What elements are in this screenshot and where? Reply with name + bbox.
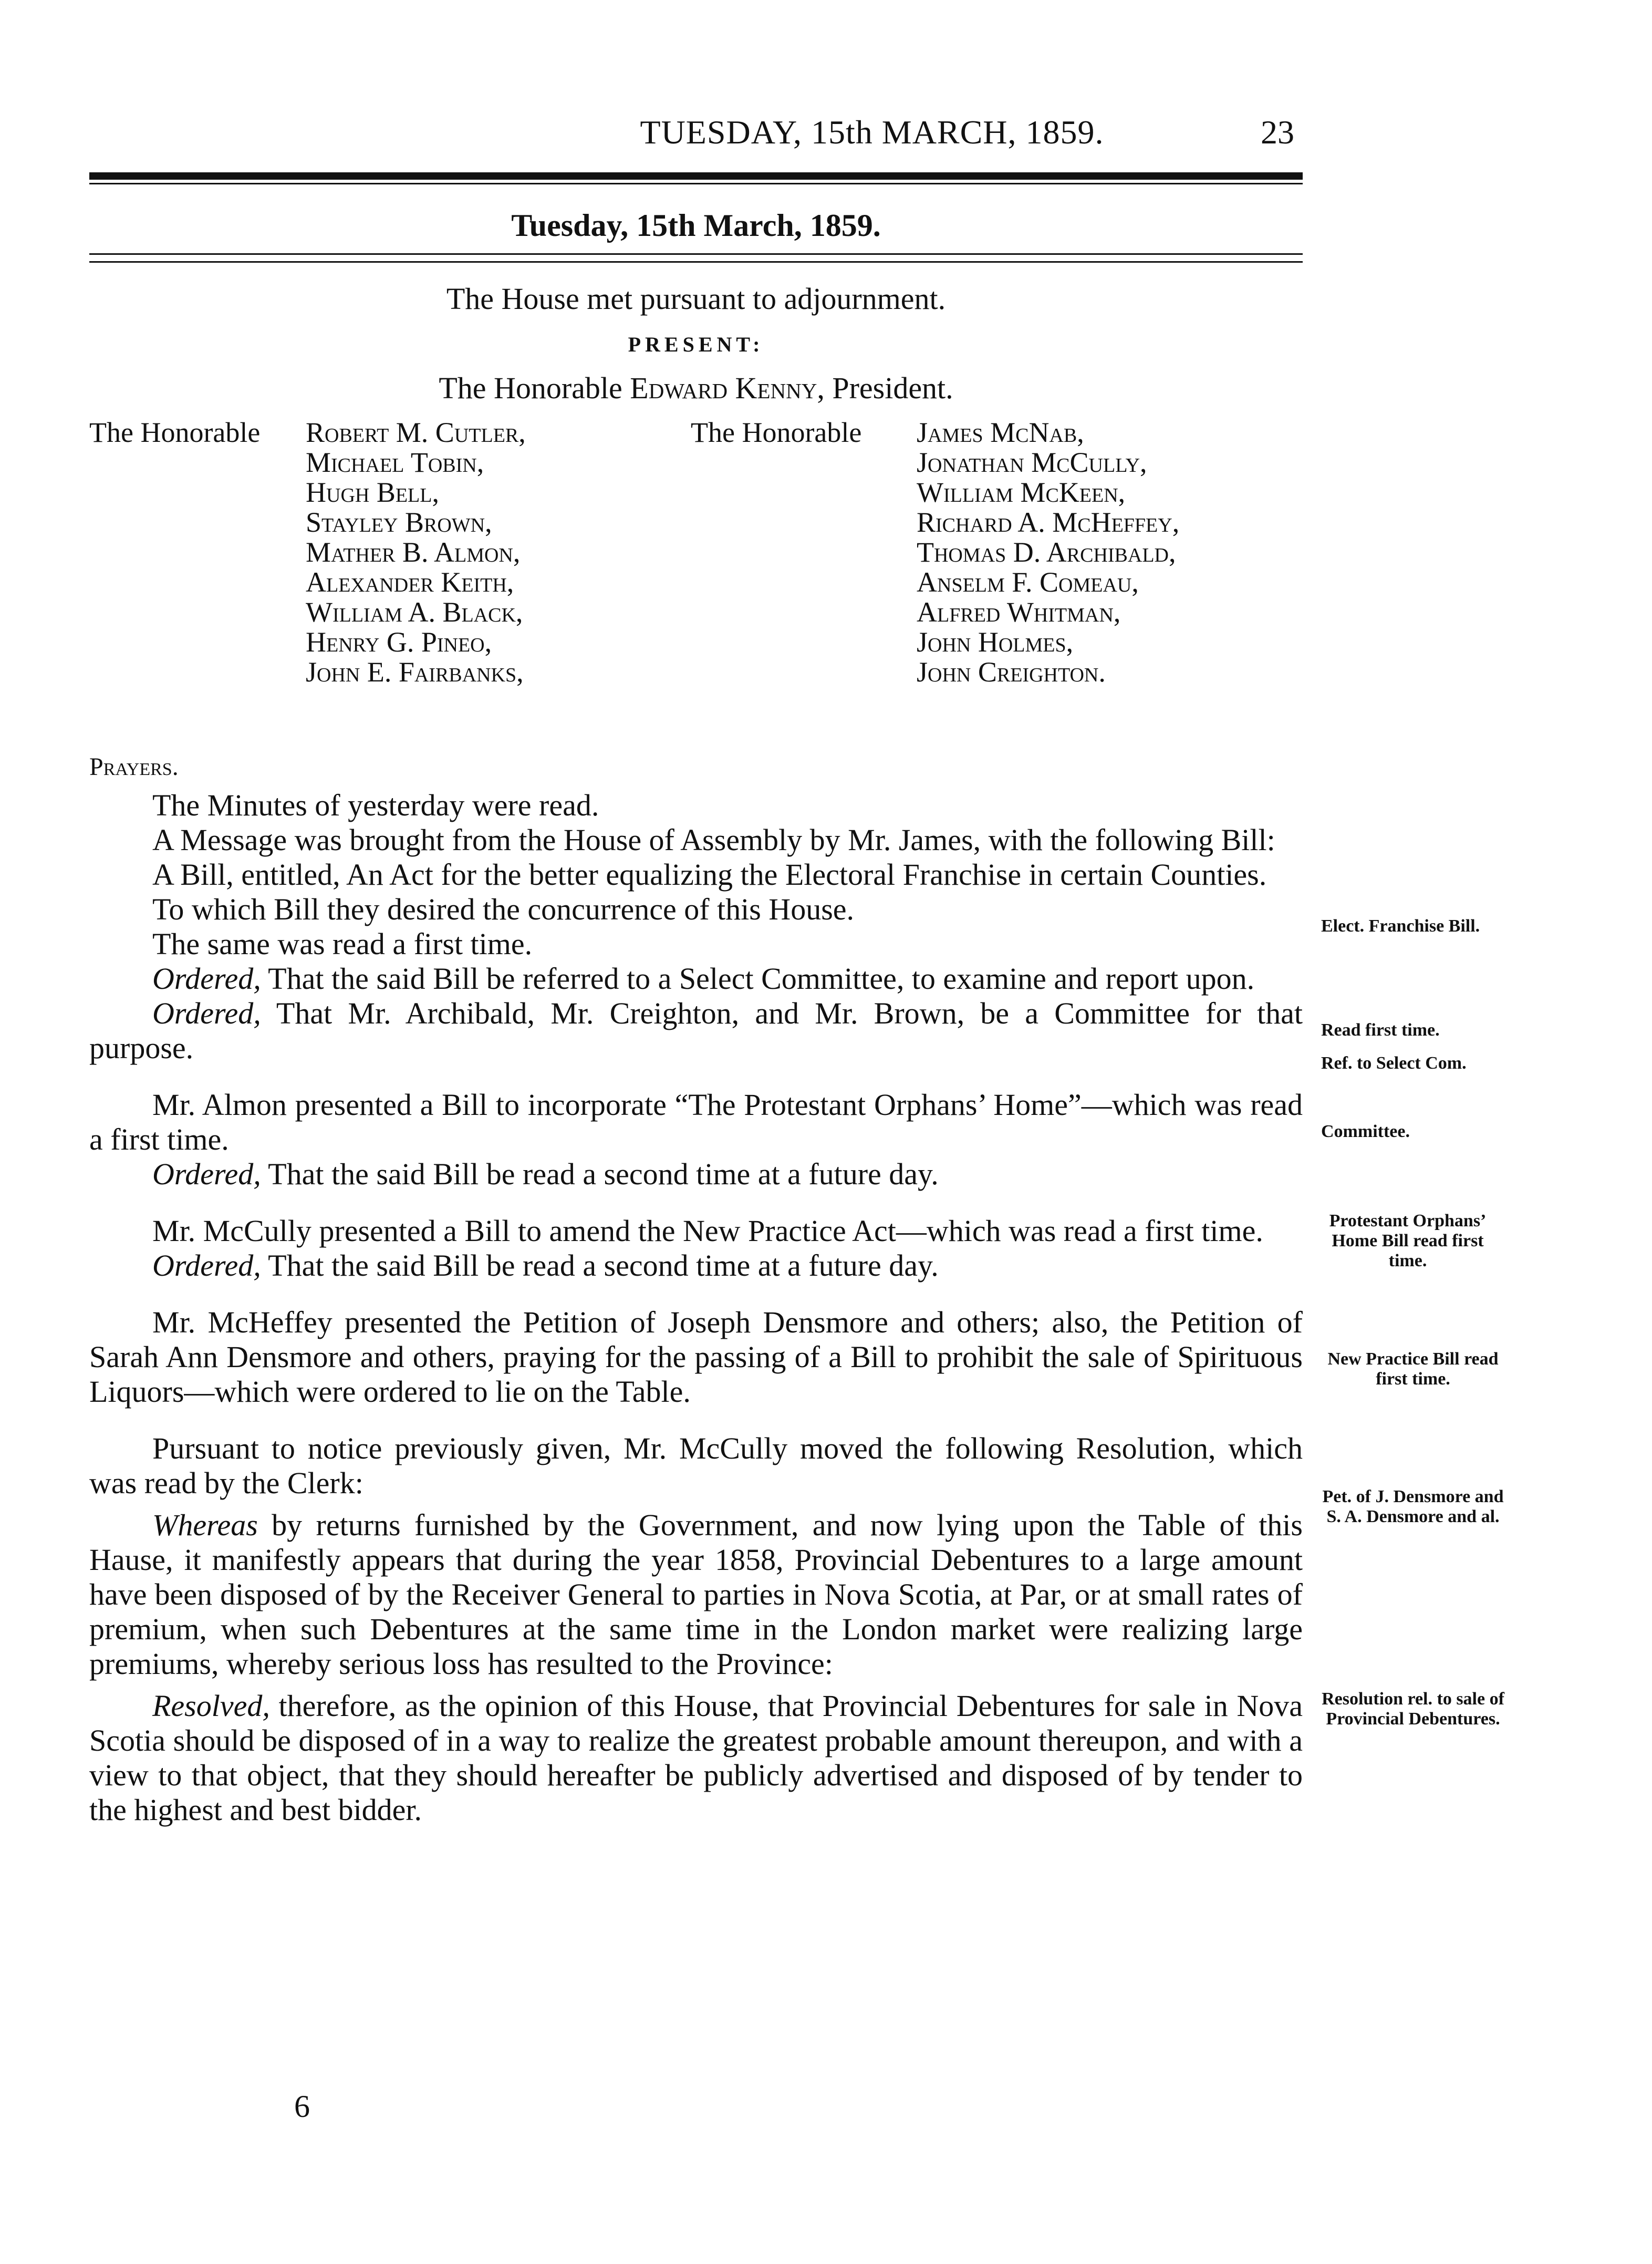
paragraph-pursuant: Pursuant to notice previously given, Mr. McCully moved the following Resolution, which was read by the Clerk: [89, 1431, 1303, 1500]
paragraph-mccully: Mr. McCully presented a Bill to amend the New Practice Act—which was read a first time. [152, 1214, 1263, 1248]
member: Robert M. Cutler, [306, 417, 526, 448]
member: William A. Black, [306, 596, 523, 628]
president-name: Edward Kenny [630, 371, 817, 405]
paragraph-almon: Mr. Almon presented a Bill to incorporate “The Protestant Orphans’ Home”—which was read a first time. [89, 1088, 1303, 1156]
double-rule-bottom [89, 261, 1303, 263]
running-title: TUESDAY, 15th MARCH, 1859. [640, 113, 1104, 151]
date-heading: Tuesday, 15th March, 1859. [511, 208, 881, 243]
members-left [306, 418, 526, 687]
margin-note-orphans: Protestant Orphans’ Home Bill read first time. [1329, 1211, 1487, 1270]
members-right-prefix: The Honorable [691, 417, 862, 448]
paragraph-minutes: The Minutes of yesterday were read. [152, 788, 599, 822]
double-rule-top [89, 253, 1303, 255]
minutes-body [89, 788, 1303, 1827]
member: Henry G. Pineo, [306, 626, 492, 658]
member: Alfred Whitman, [917, 596, 1121, 628]
member: Hugh Bell, [306, 477, 439, 508]
member: William McKeen, [917, 477, 1126, 508]
member: John Holmes, [917, 626, 1074, 658]
paragraph-resolved: Resolved, therefore, as the opinion of this House, that Provincial Debentures for sale in Nova Scotia should be disposed of in a way to realize the greatest probable amount thereupon, and with a view to that object, that they should hereafter be publicly advertised and disposed of by tender to the highest and best bidder. [89, 1689, 1303, 1827]
member: James McNab, [917, 417, 1084, 448]
margin-note-committee: Committee. [1321, 1122, 1410, 1141]
paragraph-concurrence: To which Bill they desired the concurrence of this House. [152, 892, 855, 926]
margin-note-densmore: Pet. of J. Densmore and S. A. Densmore and al. [1322, 1487, 1504, 1526]
member: John E. Fairbanks, [306, 656, 524, 688]
margin-note-ref-select: Ref. to Select Com. [1321, 1053, 1467, 1073]
paragraph-ordered-2: Ordered, That Mr. Archibald, Mr. Creighton, and Mr. Brown, be a Committee for that purpose. [89, 996, 1303, 1065]
paragraph-ordered-4: Ordered, That the said Bill be read a second time at a future day. [152, 1248, 939, 1283]
paragraph-whereas: Whereas by returns furnished by the Government, and now lying upon the Table of this Hause, it manifestly appears that during the year 1858, Provincial Debentures to a large amount have been disposed of by the Receiver General to parties in Nova Scotia, at Par, or at small rates of premium, when such Debentures at the same time in the London market were realizing large premiums, whereby serious loss has resulted to the Province: [89, 1508, 1303, 1681]
member: Richard A. McHeffey, [917, 506, 1180, 538]
member: Jonathan McCully, [917, 447, 1147, 478]
paragraph-ordered-3: Ordered, That the said Bill be read a second time at a future day. [152, 1157, 939, 1191]
members-left-prefix: The Honorable [89, 417, 261, 448]
member: Michael Tobin, [306, 447, 484, 478]
page-number: 23 [1261, 113, 1294, 151]
members-right [917, 418, 1179, 687]
header-rule [89, 172, 1303, 180]
paragraph-first-time: The same was read a first time. [152, 927, 533, 961]
margin-note-resolution: Resolution rel. to sale of Provincial Debentures. [1322, 1689, 1504, 1729]
member: Stayley Brown, [306, 506, 492, 538]
member: Anselm F. Comeau, [917, 566, 1139, 598]
member: Thomas D. Archibald, [917, 536, 1176, 568]
prayers: Prayers. [89, 753, 179, 781]
paragraph-bill: A Bill, entitled, An Act for the better equalizing the Electoral Franchise in certain Counties. [152, 857, 1267, 892]
president-line: The Honorable Edward Kenny, President. [439, 371, 953, 405]
margin-note-practice: New Practice Bill read first time. [1327, 1349, 1499, 1389]
margin-note-read-first: Read first time. [1321, 1020, 1440, 1040]
member: Alexander Keith, [306, 566, 514, 598]
member: John Creighton. [917, 656, 1106, 688]
signature-mark: 6 [294, 2089, 310, 2124]
header-rule-thin [89, 183, 1303, 184]
paragraph-mcheffey: Mr. McHeffey presented the Petition of Joseph Densmore and others; also, the Petition of Sarah Ann Densmore and others, praying for the passing of a Bill to prohibit the sale of Spirituous Liquors—which were ordered to lie on the Table. [89, 1305, 1303, 1409]
paragraph-message: A Message was brought from the House of Assembly by Mr. James, with the following Bill: [152, 823, 1275, 857]
paragraph-ordered-1: Ordered, That the said Bill be referred to a Select Committee, to examine and report upon. [152, 962, 1255, 996]
margin-note-elect: Elect. Franchise Bill. [1321, 916, 1480, 936]
meeting-line: The House met pursuant to adjournment. [446, 282, 946, 316]
member: Mather B. Almon, [306, 536, 521, 568]
present-label: PRESENT: [628, 333, 764, 356]
